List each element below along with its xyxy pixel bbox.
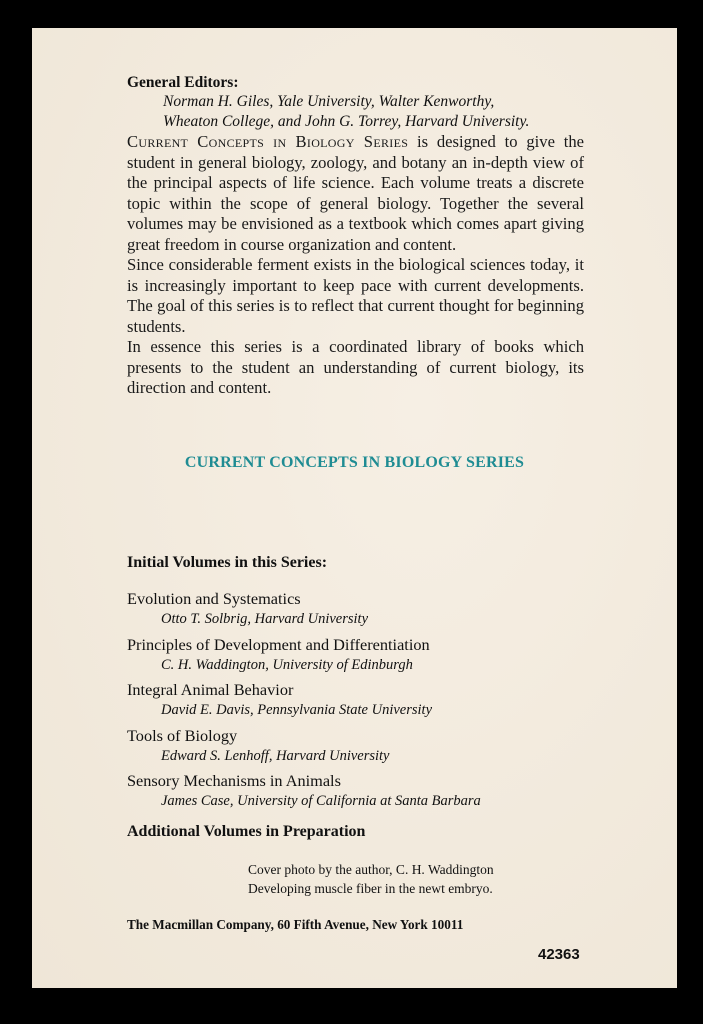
additional-volumes-heading: Additional Volumes in Preparation [127,823,366,840]
description-paragraph-3: In essence this series is a coordinated library of books which presents to the student an understanding of current biology, its direction and content. [127,337,584,397]
volume-author: C. H. Waddington, University of Edinburgh [161,656,413,673]
volume-title: Principles of Development and Differentiation [127,634,430,654]
general-editors-names [163,92,593,132]
catalog-number: 42363 [538,946,580,963]
volume-item [127,680,597,726]
volume-author: David E. Davis, Pennsylvania State University [161,702,433,718]
volume-list [127,589,597,817]
description-paragraph-1-text: is designed to give the student in general biology, zoology, and botany an in-depth view of the principal aspects of life science. Each volume treats a discrete topic within the scope of general biology. Together the several volumes may be envisioned as a textbook which comes apart giving great freedom in course organization and content. [127,132,585,254]
volume-title: Evolution and Systematics [127,589,301,608]
initial-volumes-heading: Initial Volumes in this Series: [127,554,328,571]
series-title: CURRENT CONCEPTS IN BIOLOGY SERIES [184,454,525,471]
series-name-inline: Current Concepts in Biology Series [127,132,409,151]
general-editors-heading: General Editors: [127,74,239,91]
volume-author: James Case, University of California at Santa Barbara [161,793,481,809]
series-description [127,132,584,399]
cover-credit-line-1: Cover photo by the author, C. H. Waddington [248,862,494,877]
back-cover-page [32,28,677,988]
volume-author: Edward S. Lenhoff, Harvard University [161,747,390,764]
volume-title: Sensory Mechanisms in Animals [127,771,341,790]
volume-title: Tools of Biology [127,725,238,745]
publisher-address: The Macmillan Company, 60 Fifth Avenue, New York 10011 [127,917,464,932]
volume-author: Otto T. Solbrig, Harvard University [161,611,369,627]
editors-names-line-1: Norman H. Giles, Yale University, Walter Kenworthy, [163,93,495,110]
volume-item [127,726,597,772]
editors-names-line-2: Wheaton College, and John G. Torrey, Harvard University. [163,113,530,130]
description-paragraph-2: Since considerable ferment exists in the biological sciences today, it is increasingly important to keep pace with current developments. The goal of this series is to reflect that current thought for beginning students. [127,255,584,336]
cover-credit-line-2: Developing muscle fiber in the newt embryo. [248,881,493,896]
volume-item [127,635,597,681]
description-paragraph-1 [127,132,584,255]
volume-item [127,589,597,635]
volume-title: Integral Animal Behavior [127,680,294,699]
volume-item [127,771,597,817]
cover-photo-credit [248,860,494,898]
